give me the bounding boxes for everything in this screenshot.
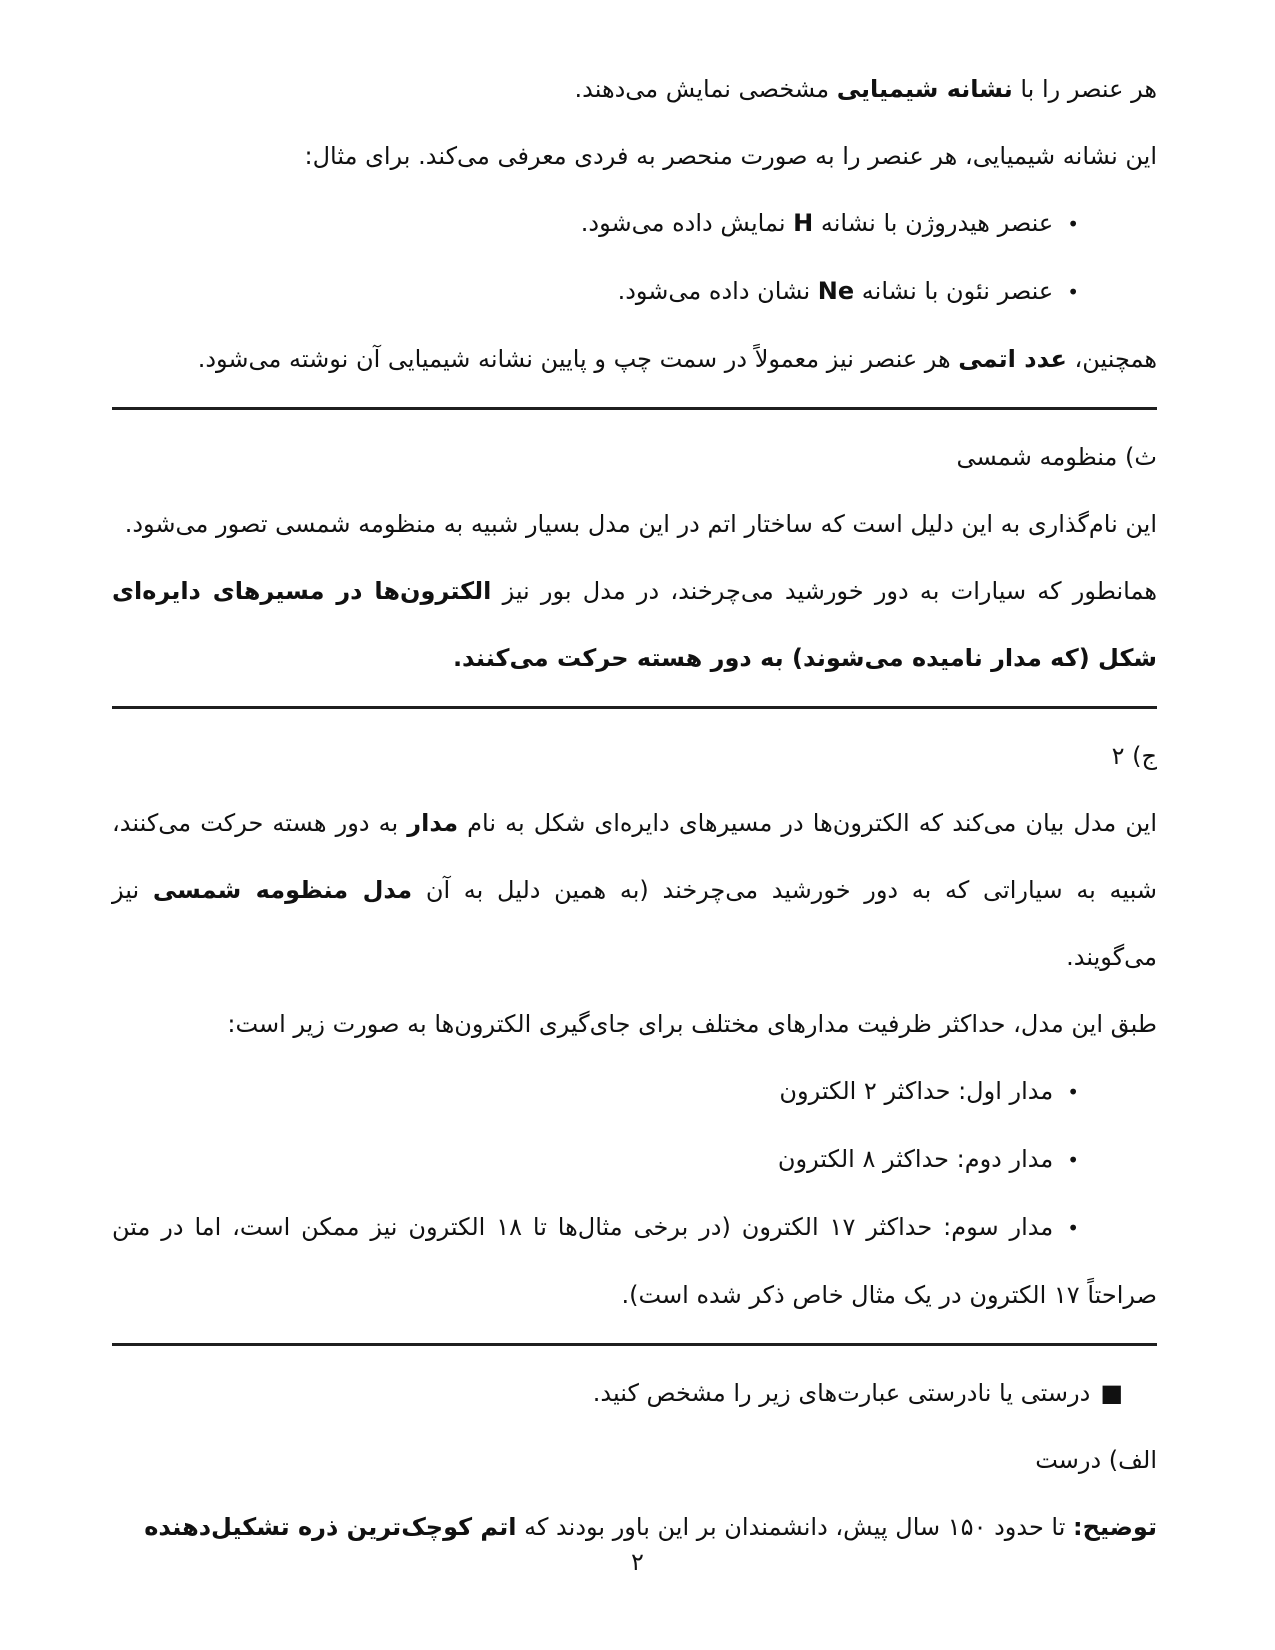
bullet-icon: • [1067,1080,1079,1104]
text-run: نمایش داده می‌شود. [580,209,794,237]
list-item-hydrogen [112,190,1157,258]
bullet-icon: • [1067,280,1079,304]
text-run-bold: H [793,209,814,237]
list-item-orbit-3 [112,1194,1157,1329]
paragraph-bohr-model [112,558,1157,692]
text-run-bold: عدد اتمی [958,345,1067,373]
section-divider [112,407,1157,410]
text-run-bold: Ne [817,277,855,305]
text-run: مشخصی نمایش می‌دهند. [574,75,837,103]
text-run: مدار دوم: حداکثر ۸ الکترون [777,1145,1054,1173]
paragraph-orbit-model [112,790,1157,991]
list-item-neon [112,258,1157,326]
section-heading-solar-system: ث) منظومه شمسی [956,443,1157,471]
text-run: مدار اول: حداکثر ۲ الکترون [779,1077,1054,1105]
text-run: عنصر هیدروژن با نشانه [813,209,1054,237]
text-run-bold: توضیح: [1073,1513,1157,1541]
text-run: عنصر نئون با نشانه [854,277,1054,305]
paragraph-naming-reason [112,491,1157,558]
page-number: ۲ [631,1548,644,1576]
text-run-bold: نشانه شیمیایی [836,75,1013,103]
text-run: درستی یا نادرستی عبارت‌های زیر را مشخص کنید. [592,1379,1091,1407]
section-heading-jim: ج) ۲ [1111,742,1157,770]
paragraph-alef-answer: الف) درست [1035,1446,1157,1474]
section-divider [112,706,1157,709]
text-run: تا حدود ۱۵۰ سال پیش، دانشمندان بر این باور بودند که [516,1513,1074,1541]
text-run: نیز می‌گویند. [112,876,1157,971]
text-run: مدار سوم: حداکثر ۱۷ الکترون (در برخی مثال‌ها تا ۱۸ الکترون نیز ممکن است، اما در متن صراحتاً ۱۷ الکترون در یک مثال خاص ذکر شده است). [112,1213,1157,1309]
paragraph-chemical-symbol [112,56,1157,123]
text-run-bold: اتم کوچک‌ترین ذره تشکیل‌دهنده [144,1513,517,1541]
list-item-orbit-2 [112,1126,1157,1194]
text-run-bold: مدل منظومه شمسی [152,876,413,904]
paragraph-atomic-number [112,326,1157,393]
text-run: به دور هسته حرکت می‌کنند، شبیه به سیاراتی که به دور خورشید می‌چرخند (به همین دلیل به آن [112,809,1158,904]
section-divider [112,1343,1157,1346]
text-run: نشان داده می‌شود. [617,277,818,305]
text-run: طبق این مدل، حداکثر ظرفیت مدارهای مختلف برای جای‌گیری الکترون‌ها به صورت زیر است: [227,1010,1157,1038]
text-run: هر عنصر را با [1012,75,1157,103]
paragraph-true-false-task [112,1360,1157,1427]
text-run-bold: مدار [407,809,459,837]
bullet-icon: • [1067,1148,1079,1172]
text-run-bold: الکترون‌ها در مسیرهای دایره‌ای شکل (که مدار نامیده می‌شوند) به دور هسته حرکت می‌کنند. [112,577,1157,672]
paragraph-unique-identity [112,123,1157,190]
bullet-icon: • [1067,212,1079,236]
square-bullet-icon: ■ [1100,1379,1123,1407]
list-item-orbit-1 [112,1058,1157,1126]
text-run: این مدل بیان می‌کند که الکترون‌ها در مسیرهای دایره‌ای شکل به نام [458,809,1158,837]
bullet-icon: • [1067,1216,1079,1240]
text-run: این نام‌گذاری به این دلیل است که ساختار اتم در این مدل بسیار شبیه به منظومه شمسی تصور می‌شود. [124,510,1157,538]
text-run: هر عنصر نیز معمولاً در سمت چپ و پایین نشانه شیمیایی آن نوشته می‌شود. [197,345,959,373]
text-run: همچنین، [1066,345,1157,373]
text-run: این نشانه شیمیایی، هر عنصر را به صورت منحصر به فردی معرفی می‌کند. برای مثال: [304,142,1157,170]
paragraph-orbit-capacity [112,991,1157,1058]
text-run: همانطور که سیارات به دور خورشید می‌چرخند، در مدل بور نیز [491,577,1157,605]
